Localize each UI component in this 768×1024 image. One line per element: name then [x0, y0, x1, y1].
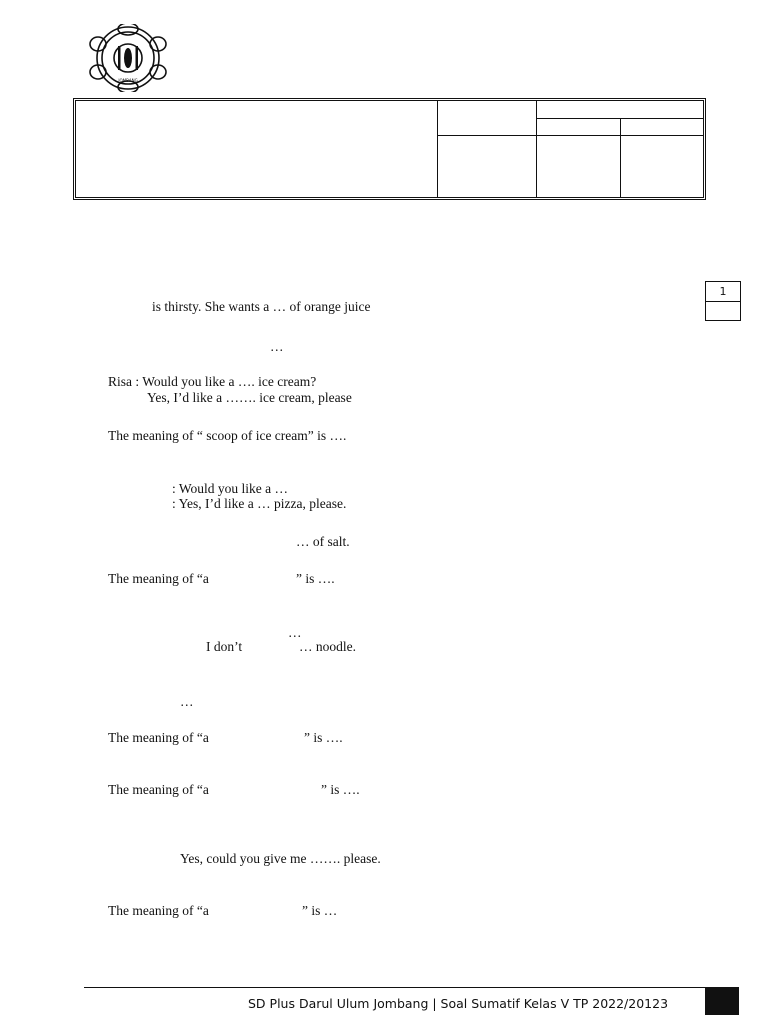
question-9-text: …	[180, 694, 194, 709]
question-5-line-1: : Would you like a …	[172, 481, 289, 496]
question-13-text: The meaning of “a	[108, 903, 209, 918]
question-2-text: …	[270, 339, 284, 354]
question-5-line-2: : Yes, I’d like a … pizza, please.	[172, 496, 347, 511]
question-1-text: is thirsty. She wants a … of orange juice	[152, 299, 371, 314]
header-cell-score-a	[537, 119, 621, 136]
footer-text: SD Plus Darul Ulum Jombang | Soal Sumatif Kelas V TP 2022/20123	[248, 996, 669, 1011]
svg-text:JOMBANG: JOMBANG	[118, 78, 138, 83]
question-10-text: The meaning of “a	[108, 730, 209, 745]
question-4-text: The meaning of “ scoop of ice cream” is ….	[108, 428, 347, 443]
question-12-text: Yes, could you give me ……. please.	[180, 851, 381, 866]
question-number-box	[705, 281, 741, 321]
question-7-text: The meaning of “a	[108, 571, 209, 586]
header-cell-score-head	[537, 101, 703, 119]
question-8-line-2: I don’t	[206, 639, 243, 654]
question-7-end: ” is ….	[296, 571, 335, 586]
header-table	[73, 98, 706, 200]
page-number-box	[705, 987, 739, 1015]
school-logo-icon	[88, 24, 168, 92]
question-number: 1	[706, 282, 740, 302]
question-13-end: ” is …	[302, 903, 338, 918]
question-11-text: The meaning of “a	[108, 782, 209, 797]
header-cell-score-a-value	[537, 136, 621, 197]
header-cell-score-b	[621, 119, 703, 136]
header-cell-subject	[438, 101, 537, 136]
footer-divider	[84, 987, 706, 988]
question-3-line-2: Yes, I’d like a ……. ice cream, please	[147, 390, 352, 405]
question-11-end: ” is ….	[321, 782, 360, 797]
question-10-end: ” is ….	[304, 730, 343, 745]
question-8-line-1: …	[288, 625, 302, 640]
question-6-text: … of salt.	[296, 534, 350, 549]
question-3-line-1: Risa : Would you like a …. ice cream?	[108, 374, 317, 389]
question-8-line-3: … noodle.	[299, 639, 356, 654]
header-cell-title	[76, 101, 438, 197]
header-cell-subject-value	[438, 136, 537, 197]
